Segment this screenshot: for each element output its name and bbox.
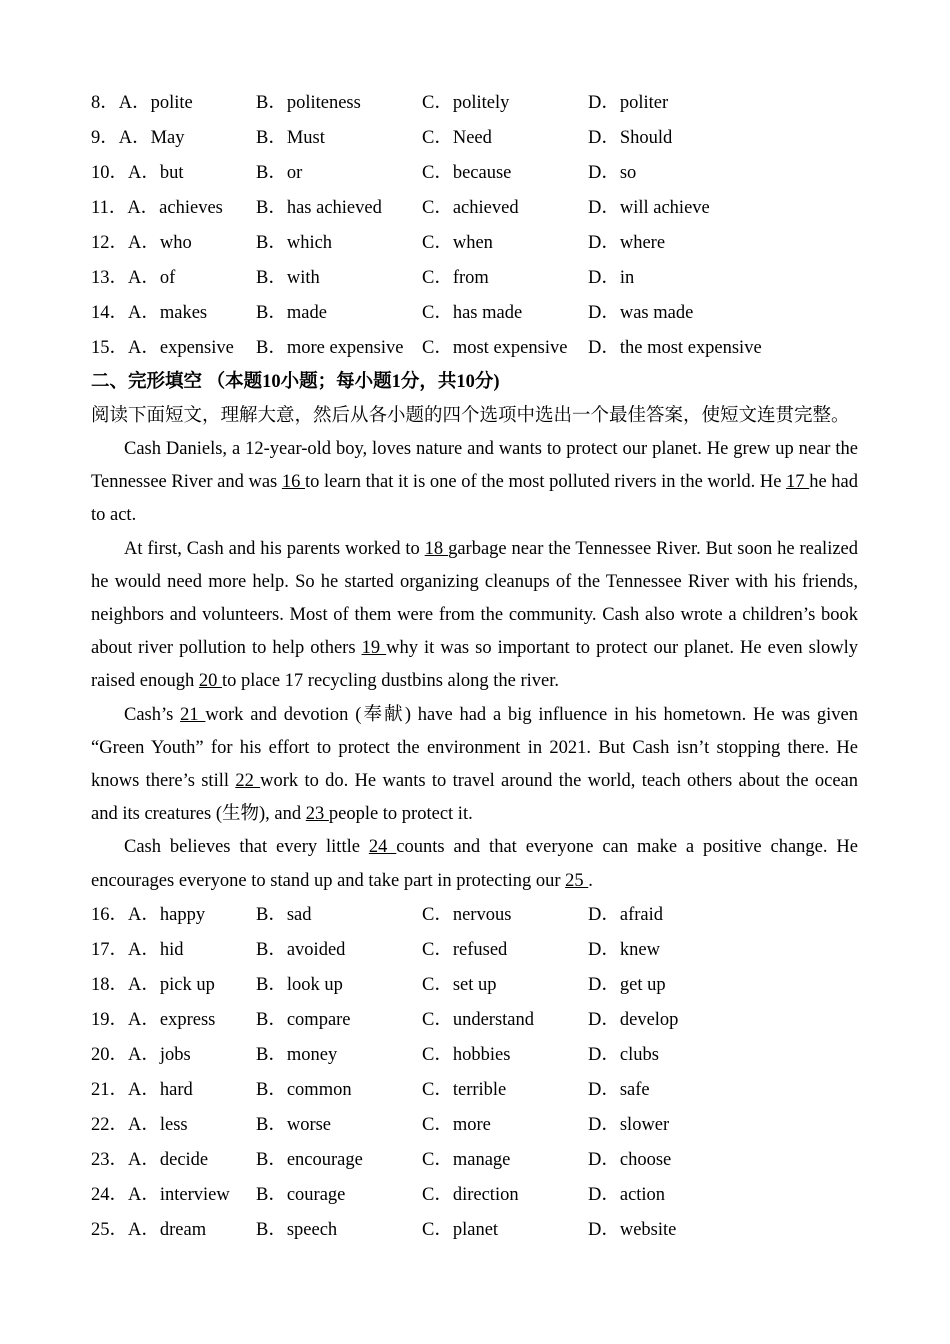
option-c: C．when — [422, 233, 493, 253]
question-row — [91, 156, 881, 191]
option-c: C．terrible — [422, 1079, 507, 1100]
option-a: 24．A．interview — [91, 1184, 230, 1205]
blank-19: 19 — [361, 638, 387, 659]
option-c: C．Need — [422, 128, 492, 148]
option-c: C．has made — [422, 303, 523, 323]
option-c: C．refused — [422, 939, 508, 960]
section-heading: 二、完形填空 （本题10小题；每小题1分，共10分) — [91, 372, 500, 392]
blank-16: 16 — [281, 472, 306, 493]
option-a: 13．A．of — [91, 268, 176, 288]
option-a: 14．A．makes — [91, 303, 208, 323]
option-a: 10．A．but — [91, 163, 184, 183]
option-b: B．common — [256, 1079, 352, 1100]
blank-17: 17 — [786, 472, 810, 493]
text: people to protect it. — [328, 804, 473, 825]
question-row — [91, 1178, 881, 1213]
text: Cash believes that every little — [124, 837, 369, 858]
question-row — [91, 968, 881, 1003]
option-b: B．more expensive — [256, 338, 404, 358]
blank-22: 22 — [235, 771, 261, 792]
question-row — [91, 1038, 881, 1073]
question-row — [91, 261, 881, 296]
option-c: C．most expensive — [422, 338, 568, 358]
text: he had to act. — [91, 472, 858, 526]
question-row — [91, 1073, 881, 1108]
option-b: B．encourage — [256, 1149, 363, 1170]
paragraph-4 — [91, 831, 858, 897]
paragraph-1 — [91, 433, 858, 533]
option-a: 18．A．pick up — [91, 974, 215, 995]
option-c: C．achieved — [422, 198, 519, 218]
option-d: D．knew — [588, 939, 660, 960]
option-b: B．which — [256, 233, 333, 253]
exam-page — [91, 86, 881, 1248]
option-a: 20．A．jobs — [91, 1044, 191, 1065]
option-a: 11．A．achieves — [91, 198, 223, 218]
option-a: 16．A．happy — [91, 904, 206, 925]
question-row — [91, 226, 881, 261]
paragraph-2 — [91, 533, 858, 699]
option-b: B．sad — [256, 904, 312, 925]
option-c: C．nervous — [422, 904, 512, 925]
option-d: D．develop — [588, 1009, 679, 1030]
option-d: D．was made — [588, 303, 694, 323]
option-c: C．from — [422, 268, 489, 288]
option-a: 8．A．polite — [91, 93, 193, 113]
paragraph-3 — [91, 699, 858, 832]
option-d: D．the most expensive — [588, 338, 762, 358]
option-a: 25．A．dream — [91, 1219, 207, 1240]
option-b: B．with — [256, 268, 320, 288]
option-d: D．get up — [588, 974, 666, 995]
option-b: B．Must — [256, 128, 325, 148]
option-b: B．avoided — [256, 939, 346, 960]
option-a: 23．A．decide — [91, 1149, 209, 1170]
text: work and devotion (奉献) have had a big influence in his hometown. He was given “Green Youth” for his effort to protect the environment in 2021. But Cash isn’t stopping there. He knows there’s still — [91, 704, 858, 792]
option-d: D．choose — [588, 1149, 672, 1170]
question-row — [91, 898, 881, 933]
option-b: B．made — [256, 303, 327, 323]
question-row — [91, 933, 881, 968]
option-c: C．hobbies — [422, 1044, 511, 1065]
text: to place 17 recycling dustbins along the river. — [222, 671, 560, 692]
option-a: 19．A．express — [91, 1009, 216, 1030]
question-row — [91, 121, 881, 156]
question-row — [91, 191, 881, 226]
option-b: B．has achieved — [256, 198, 382, 218]
question-row — [91, 331, 881, 366]
blank-18: 18 — [424, 538, 449, 559]
blank-20: 20 — [198, 671, 223, 692]
option-c: C．manage — [422, 1149, 511, 1170]
text: At first, Cash and his parents worked to — [124, 538, 425, 559]
part2-options — [91, 898, 881, 1248]
option-d: D．afraid — [588, 904, 663, 925]
option-b: B．politeness — [256, 93, 361, 113]
option-a: 22．A．less — [91, 1114, 188, 1135]
blank-21: 21 — [180, 704, 206, 725]
option-b: B．worse — [256, 1114, 332, 1135]
option-a: 21．A．hard — [91, 1079, 193, 1100]
option-b: B．courage — [256, 1184, 346, 1205]
blank-25: 25 — [565, 870, 589, 891]
option-b: B．or — [256, 163, 303, 183]
blank-24: 24 — [368, 837, 397, 858]
text: counts and that everyone can make a positive change. He encourages everyone to stand up and take part in protecting our — [91, 837, 858, 891]
question-row — [91, 86, 881, 121]
option-d: D．will achieve — [588, 198, 710, 218]
text: to learn that it is one of the most polluted rivers in the world. He — [305, 472, 787, 493]
text: work to do. He wants to travel around the world, teach others about the ocean and its creatures (生物), and — [91, 771, 859, 825]
option-b: B．money — [256, 1044, 338, 1065]
option-d: D．where — [588, 233, 666, 253]
option-d: D．safe — [588, 1079, 650, 1100]
option-c: C．more — [422, 1114, 491, 1135]
text: Cash’s — [124, 704, 181, 725]
option-d: D．so — [588, 163, 637, 183]
option-d: D．website — [588, 1219, 677, 1240]
option-c: C．direction — [422, 1184, 519, 1205]
option-d: D．clubs — [588, 1044, 659, 1065]
question-row — [91, 1143, 881, 1178]
cloze-passage — [91, 433, 881, 898]
option-c: C．set up — [422, 974, 497, 995]
option-c: C．politely — [422, 93, 510, 113]
option-a: 12．A．who — [91, 233, 192, 253]
option-d: D．action — [588, 1184, 666, 1205]
text: garbage near the Tennessee River. But soon he realized he would need more help. So he started organizing cleanups of the Tennessee River with his friends, neighbors and volunteers. Most of them were from the community. Cash also wrote a children’s book about river pollution to help others — [91, 538, 859, 659]
blank-23: 23 — [305, 804, 329, 825]
question-row — [91, 1108, 881, 1143]
option-b: B．compare — [256, 1009, 351, 1030]
text: . — [588, 870, 593, 891]
section-instruction: 阅读下面短文，理解大意，然后从各小题的四个选项中选出一个最佳答案，使短文连贯完整。 — [91, 406, 850, 426]
question-row — [91, 1213, 881, 1248]
option-c: C．understand — [422, 1009, 535, 1030]
text: why it was so important to protect our planet. He even slowly raised enough — [91, 638, 858, 692]
option-b: B．look up — [256, 974, 343, 995]
text: Cash Daniels, a 12-year-old boy, loves nature and wants to protect our planet. He grew up near the Tennessee River and was — [91, 439, 858, 493]
option-c: C．because — [422, 163, 512, 183]
part1-options — [91, 86, 881, 366]
option-d: D．in — [588, 268, 635, 288]
option-a: 15．A．expensive — [91, 338, 234, 358]
option-d: D．politer — [588, 93, 669, 113]
question-row — [91, 1003, 881, 1038]
option-d: D．Should — [588, 128, 673, 148]
option-d: D．slower — [588, 1114, 670, 1135]
option-b: B．speech — [256, 1219, 338, 1240]
option-a: 9．A．May — [91, 128, 185, 148]
option-a: 17．A．hid — [91, 939, 184, 960]
option-c: C．planet — [422, 1219, 499, 1240]
question-row — [91, 296, 881, 331]
